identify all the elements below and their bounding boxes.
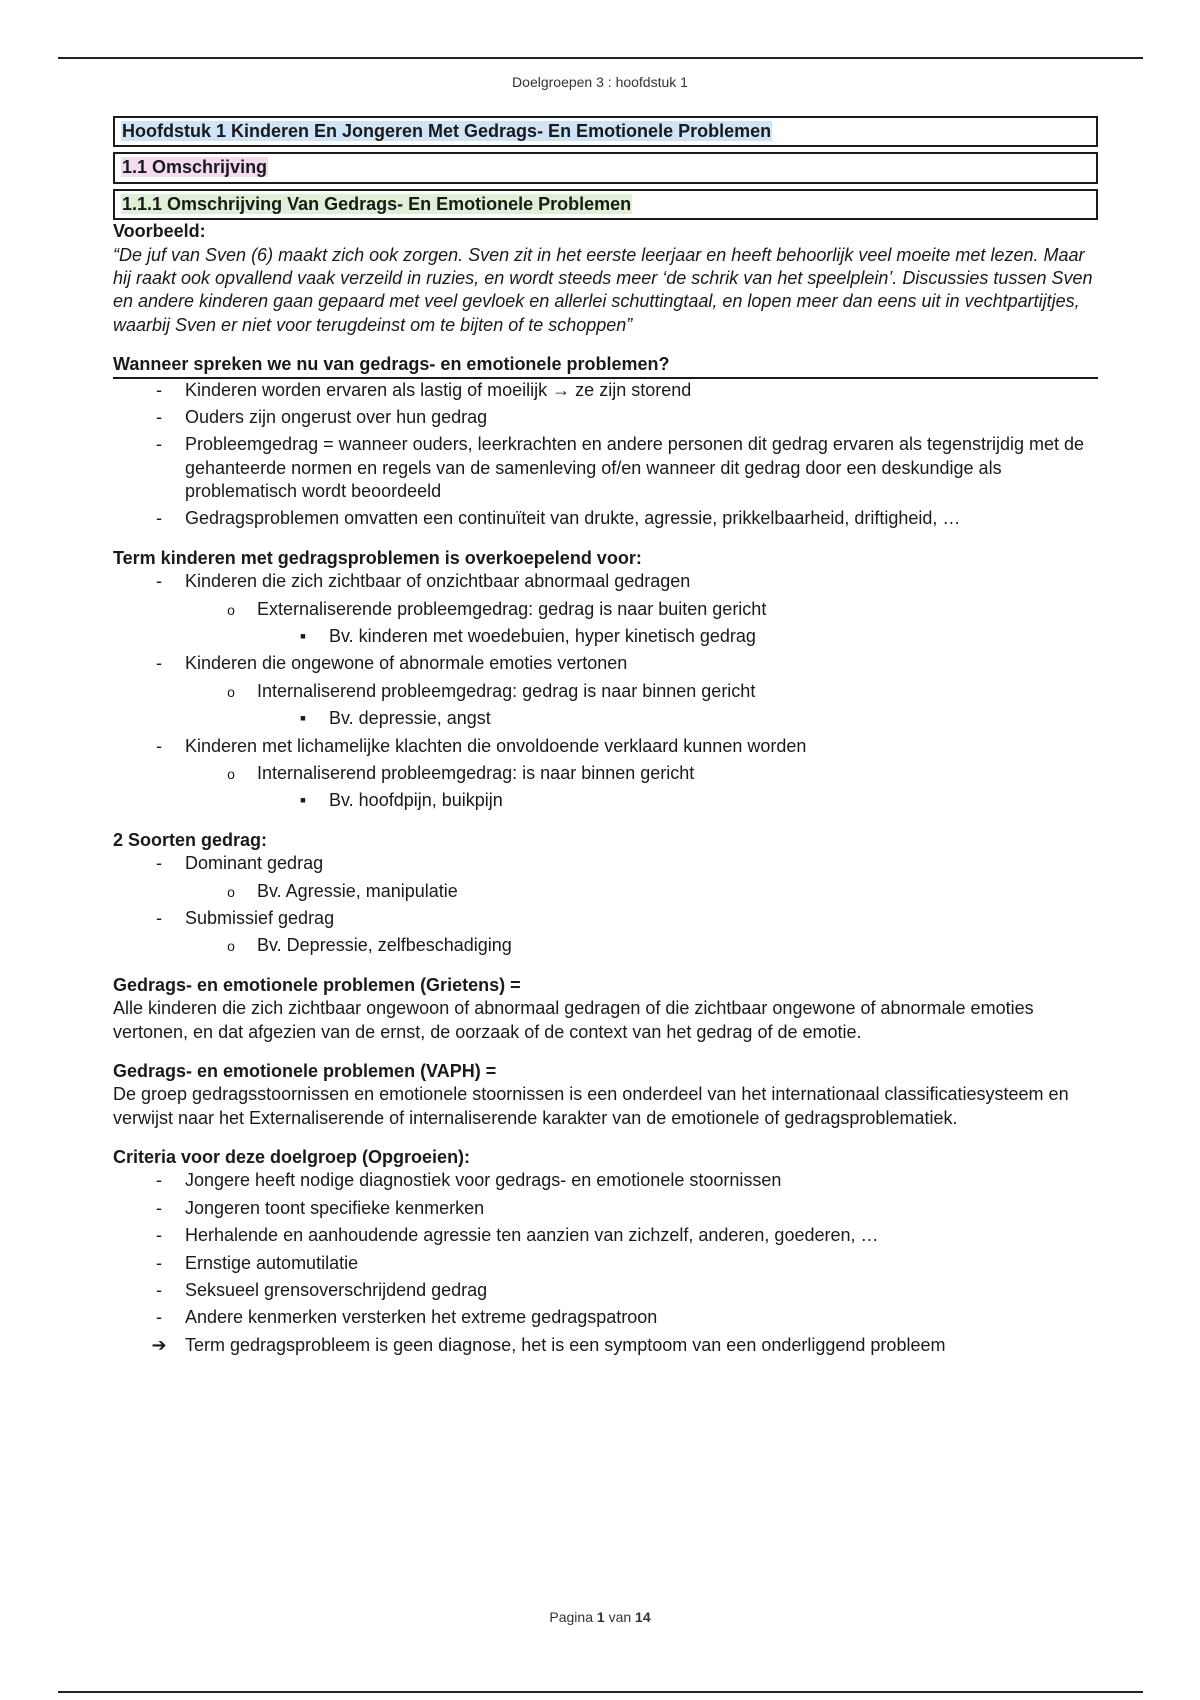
list-item: - Submissief gedrag <box>156 907 335 928</box>
list-item: - Herhalende en aanhoudende agressie ten aanzien van zichzelf, anderen, goederen, … <box>156 1225 879 1246</box>
list-item: - Jongeren toont specifieke kenmerken <box>156 1197 485 1218</box>
section-heading-box <box>113 152 1098 183</box>
list-item: - Jongere heeft nodige diagnostiek voor gedrags- en emotionele stoornissen <box>156 1170 782 1191</box>
grietens-title: Gedrags- en emotionele problemen (Grietens) = <box>113 974 521 995</box>
list-item: - Ernstige automutilatie <box>156 1252 359 1273</box>
chapter-heading: Hoofdstuk 1 Kinderen En Jongeren Met Gedrags- En Emotionele Problemen <box>122 121 772 141</box>
list-item: - Seksueel grensoverschrijdend gedrag <box>156 1280 488 1301</box>
sub-sub-list-item: ▪ Bv. kinderen met woedebuien, hyper kinetisch gedrag <box>299 626 756 647</box>
list-item: - Probleemgedrag = wanneer ouders, leerkrachten en andere personen dit gedrag ervaren als tegenstrijdig met de gehanteerde normen en regels van de samenleving of/en wanneer dit gedrag door een deskundige als problematisch wordt beoordeeld <box>156 434 1085 502</box>
sub-sub-list-item: ▪ Bv. hoofdpijn, buikpijn <box>299 790 503 811</box>
bottom-rule <box>58 1691 1143 1693</box>
document-body <box>113 116 1098 1361</box>
page-header: Doelgroepen 3 : hoofdstuk 1 <box>512 74 688 90</box>
list-item: - Dominant gedrag <box>156 853 324 874</box>
example-label: Voorbeeld: <box>113 221 206 242</box>
term-list <box>113 570 1098 813</box>
when-title: Wanneer spreken we nu van gedrags- en emotionele problemen? <box>113 353 1098 378</box>
list-item: - Andere kenmerken versterken het extreme gedragspatroon <box>156 1307 658 1328</box>
chapter-heading-box <box>113 116 1098 147</box>
subsection-heading-box <box>113 189 1098 220</box>
sub-list-item: o Bv. Agressie, manipulatie <box>227 880 458 901</box>
criteria-list <box>113 1169 1098 1357</box>
sub-list-item: o Internaliserend probleemgedrag: is naar binnen gericht <box>227 762 695 783</box>
sub-list-item: o Internaliserend probleemgedrag: gedrag is naar binnen gericht <box>227 680 756 701</box>
sub-sub-list-item: ▪ Bv. depressie, angst <box>299 708 491 729</box>
soorten-title: 2 Soorten gedrag: <box>113 829 268 850</box>
subsection-heading: 1.1.1 Omschrijving Van Gedrags- En Emotionele Problemen <box>122 193 632 214</box>
list-item: - Gedragsproblemen omvatten een continuïteit van drukte, agressie, prikkelbaarheid, driftigheid, … <box>156 508 961 529</box>
criteria-title: Criteria voor deze doelgroep (Opgroeien): <box>113 1147 471 1168</box>
vaph-title: Gedrags- en emotionele problemen (VAPH) = <box>113 1060 497 1081</box>
when-list <box>113 379 1098 531</box>
list-item: - Kinderen die zich zichtbaar of onzichtbaar abnormaal gedragen <box>156 571 691 592</box>
list-item: - Kinderen worden ervaren als lastig of moeilijk → ze zijn storend <box>156 379 692 400</box>
sub-list-item: o Externaliserende probleemgedrag: gedrag is naar buiten gericht <box>227 598 767 619</box>
page-footer: Pagina 1 van 14 <box>549 1609 651 1625</box>
conclusion-item: ➔ Term gedragsprobleem is geen diagnose, het is een symptoom van een onderliggend probleem <box>113 1334 1098 1357</box>
list-item: - Kinderen met lichamelijke klachten die onvoldoende verklaard kunnen worden <box>156 735 807 756</box>
top-rule <box>58 57 1143 59</box>
list-item: - Kinderen die ongewone of abnormale emoties vertonen <box>156 653 628 674</box>
soorten-list <box>113 852 1098 958</box>
arrow-icon: ➔ <box>151 1334 167 1355</box>
section-heading: 1.1 Omschrijving <box>122 157 268 178</box>
term-title: Term kinderen met gedragsproblemen is overkoepelend voor: <box>113 547 642 568</box>
list-item: - Ouders zijn ongerust over hun gedrag <box>156 406 488 427</box>
example-text: “De juf van Sven (6) maakt zich ook zorgen. Sven zit in het eerste leerjaar en heeft behoorlijk veel moeite met lezen. Maar hij raakt ook opvallend vaak verzeild in ruzies, en wordt steeds meer ‘de schrik van het speelplein’. Discussies tussen Sven en andere kinderen gaan gepaard met veel gevloek en allerlei schuttingtaal, en lopen meer dan eens uit in vechtpartijtjes, waarbij Sven er niet voor terugdeinst om te bijten of te schoppen” <box>113 244 1093 335</box>
sub-list-item: o Bv. Depressie, zelfbeschadiging <box>227 935 512 956</box>
grietens-text: Alle kinderen die zich zichtbaar ongewoon of abnormaal gedragen of die zichtbaar ongewone of abnormale emoties vertonen, en dat afgezien van de ernst, de oorzaak of de context van het gedrag of de emotie. <box>113 998 1034 1042</box>
vaph-text: De groep gedragsstoornissen en emotionele stoornissen is een onderdeel van het internationaal classificatiesysteem en verwijst naar het Externaliserende of internaliserende karakter van de emotionele of gedragsproblematiek. <box>113 1084 1069 1128</box>
